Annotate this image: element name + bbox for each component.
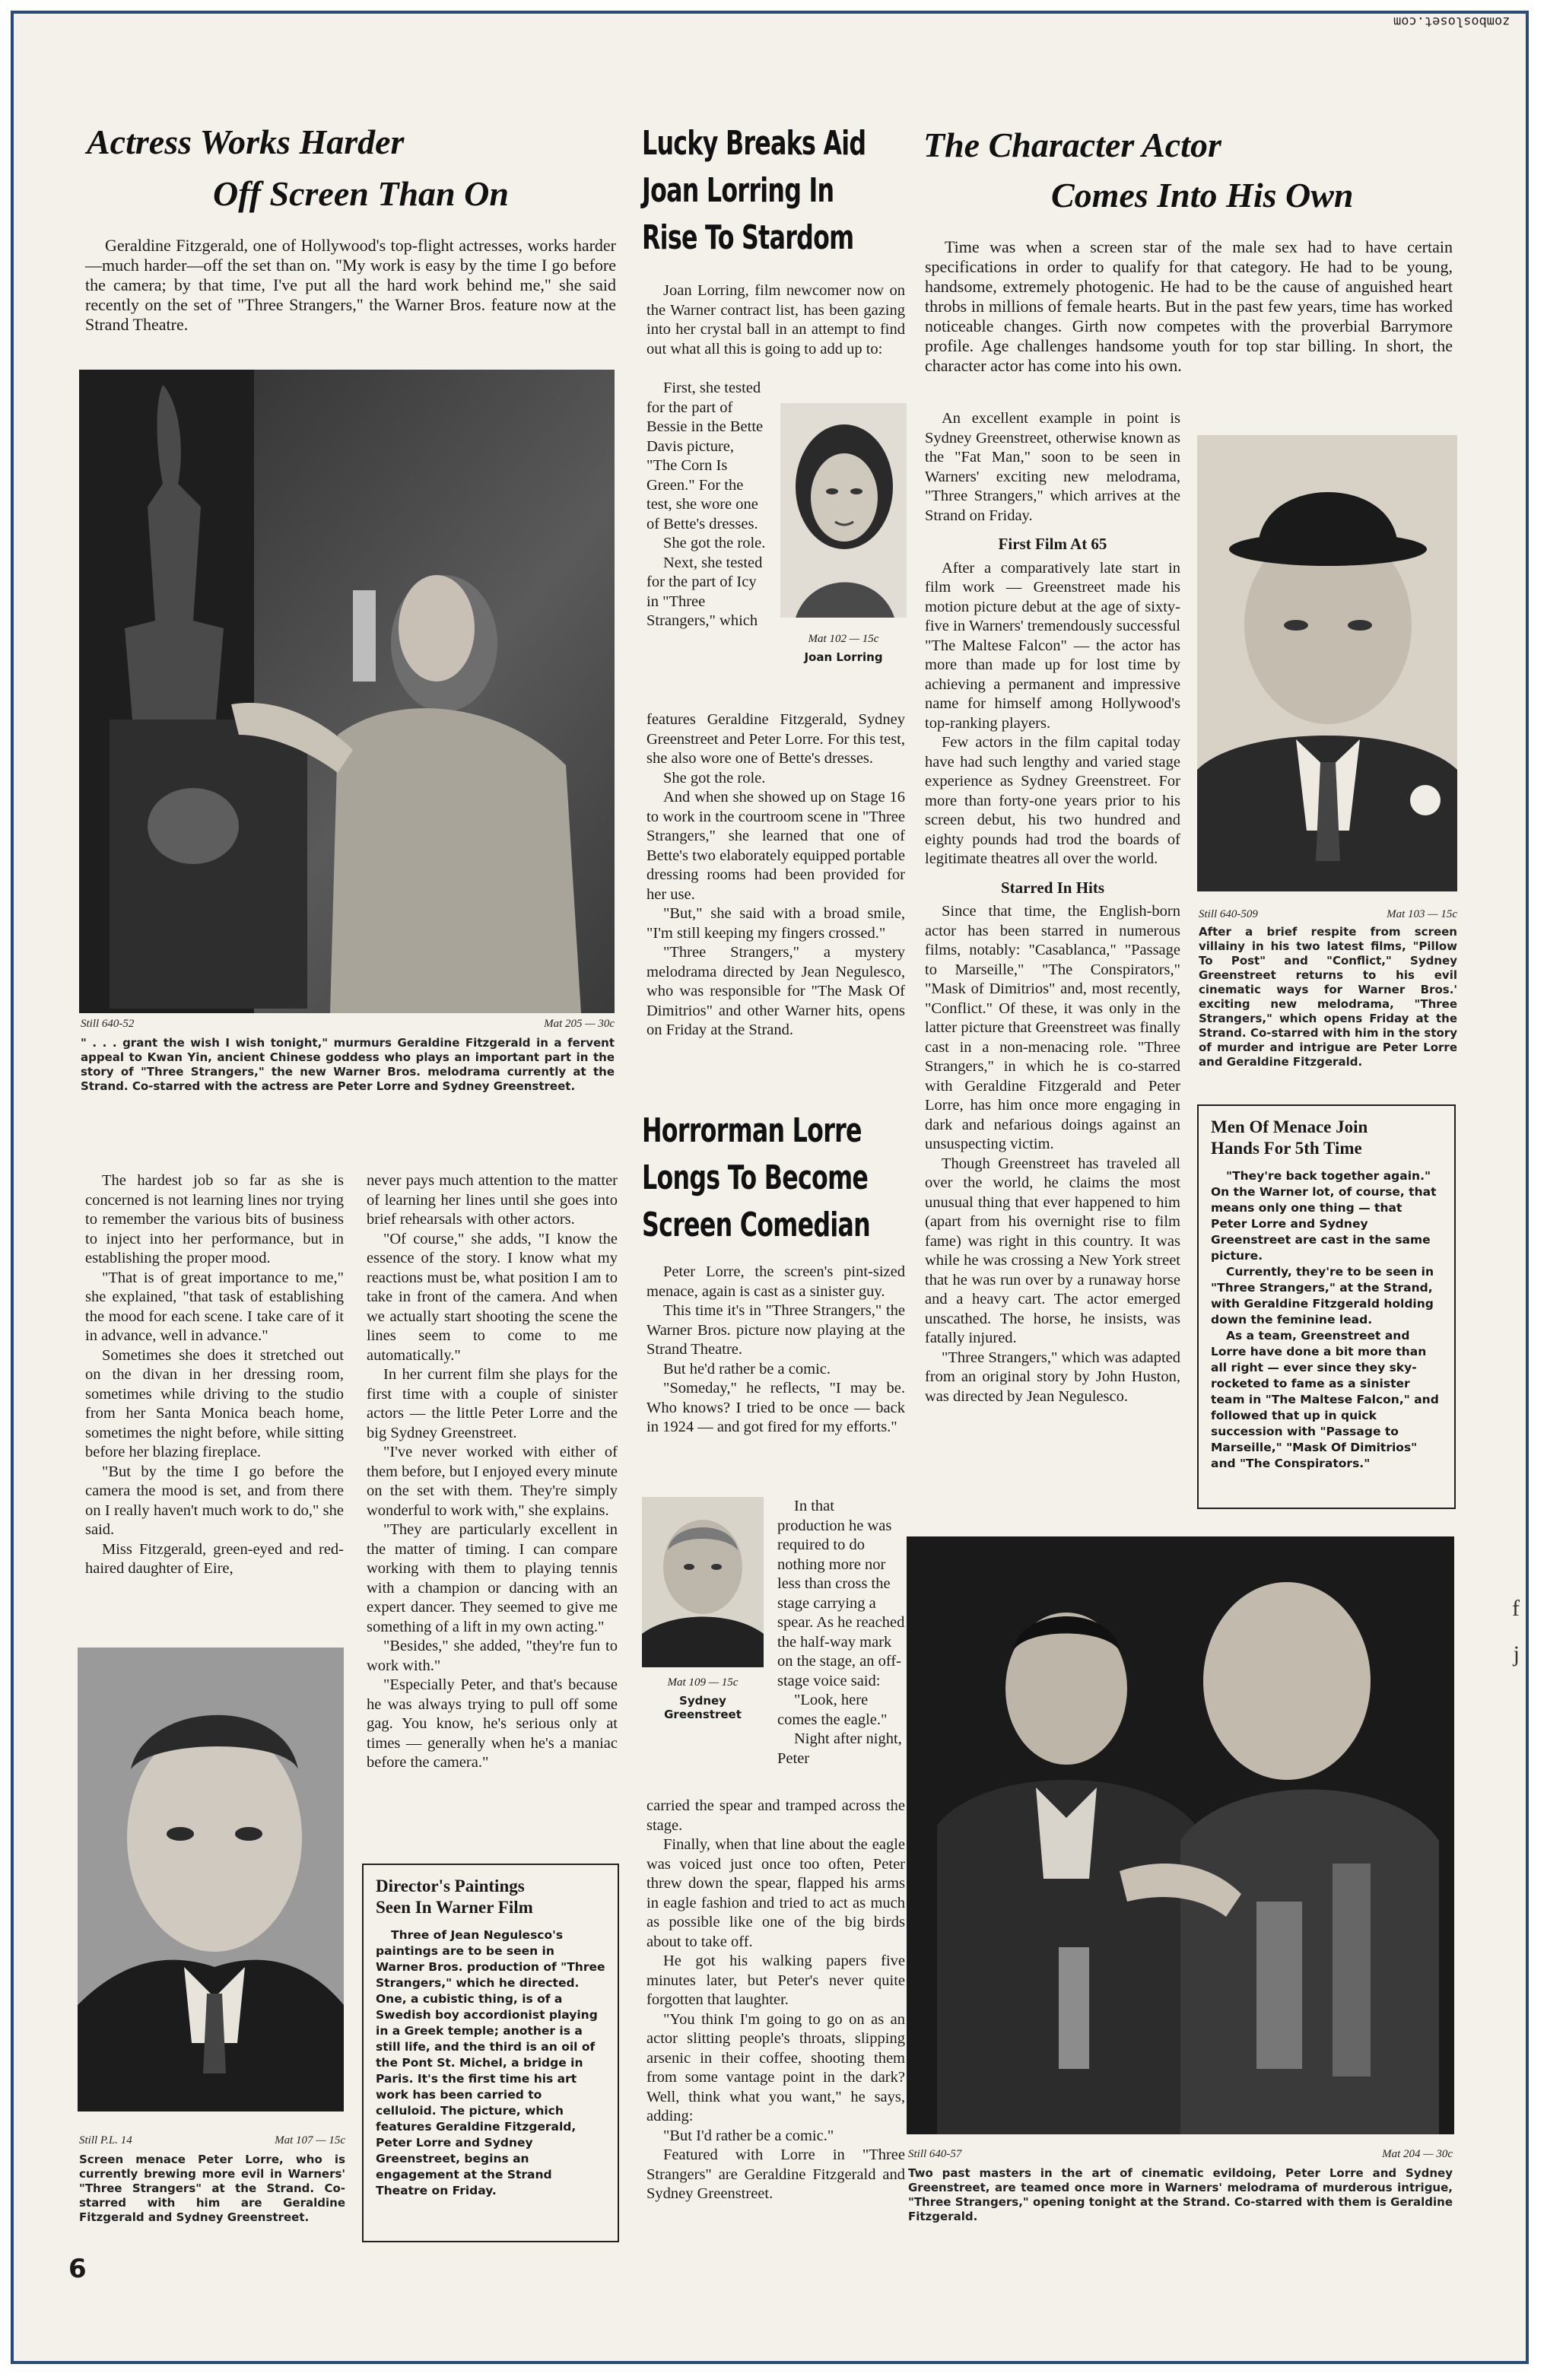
paragraph: Sometimes she does it stretched out on the divan in her dressing room, sometimes while driving to the studio from her Santa Monica beach home, sometimes the night before, while sitting before her blazing fireplace. — [85, 1346, 344, 1460]
photo-greenstreet-bowler — [1197, 435, 1457, 891]
edge-mark: j — [1513, 1641, 1520, 1667]
photo-greenstreet-bowler-meta — [1199, 908, 1457, 921]
sidebar-box-directors-paintings — [362, 1864, 619, 2242]
paragraph: Next, she tested for the part of Icy in "Three Strangers," which — [646, 554, 763, 629]
paragraph: "Especially Peter, and that's because he was always trying to pull off some gag. You know, he's serious only at times — generally when he's a maniac before the camera." — [367, 1676, 618, 1771]
paragraph: He got his walking papers five minutes later, but Peter's never quite forgotten that laughter. — [646, 1953, 905, 2008]
paragraph: In that production he was required to do nothing more nor less than cross the stage carrying a spear. As he reached the half-way mark on the stage, an off-stage voice said: — [777, 1498, 905, 1689]
subhead-first-film: First Film At 65 — [998, 535, 1107, 553]
photo-name-line2: Greenstreet — [664, 1708, 742, 1721]
paragraph: Since that time, the English-born actor has been starred in numerous films, notably: "Casablanca," "Passage to Marseille," "The Conspirators," "Mask of Dimitrios" and, most recently, "Conflict." Of these, it was only in the latter picture that Greenstreet was finally cast in a non-menacing role. "Three Strangers," in which he is co-starred with Geraldine Fitzgerald and Peter Lorre, has him once more engaging in dark and nefarious doings against an unsuspecting victim. — [925, 903, 1180, 1152]
paragraph: features Geraldine Fitzgerald, Sydney Greenstreet and Peter Lorre. For this test, she also wore one of Bette's dresses. — [646, 711, 905, 767]
box-title-line1: Men Of Menace Join — [1211, 1117, 1368, 1136]
paragraph: First, she tested for the part of Bessie in the Bette Davis picture, "The Corn Is Green." For the test, she wore one of Bette's dresses. — [646, 380, 764, 532]
paragraph: "But I'd rather be a comic." — [663, 2127, 834, 2144]
article2-wrap — [646, 379, 767, 631]
mat-number: Mat 103 — 15c — [1387, 908, 1457, 920]
paragraph: "They are particularly excellent in the matter of timing. I can compare working with them to playing tennis with a champion or dancing with an expert dancer. They seemed to give me something of a lift in my own acting." — [367, 1521, 618, 1635]
headline-article1-line2: Off Screen Than On — [213, 174, 509, 213]
article3-wrap — [777, 1497, 905, 1768]
watermark: zombosloset.com — [1393, 14, 1510, 29]
mat-number: Mat 204 — 30c — [1382, 2148, 1453, 2160]
paragraph: Geraldine Fitzgerald, one of Hollywood's top-flight actresses, works harder—much harder—off the set than on. "My work is easy by the time I go before the camera; by that time, I've put all the hard work behind me," she said recently on the set of "Three Strangers," the Warner Bros. feature now at the Strand Theatre. — [85, 236, 616, 334]
photo-lorre-image — [78, 1648, 344, 2111]
subhead-starred-in-hits: Starred In Hits — [1000, 878, 1105, 897]
photo-lorre-greenstreet — [907, 1536, 1454, 2134]
paragraph: "You think I'm going to go on as an actor slitting people's throats, slipping arsenic in their coffee, shooting them from some vantage point in the dark? Well, think what you want," he says, adding: — [646, 2010, 905, 2124]
article1-lead — [85, 236, 616, 335]
photo-greenstreet-small-image — [642, 1497, 764, 1667]
still-number: Still 640-57 — [908, 2148, 962, 2160]
photo-greenstreet-bowler-image — [1197, 435, 1457, 891]
paragraph: "They're back together again." On the Warner lot, of course, that means only one thing — that Peter Lorre and Sydney Greenstreet are cast in the same picture. — [1211, 1169, 1437, 1263]
headline-line: Joan Lorring In — [642, 171, 834, 210]
box-title-line2: Hands For 5th Time — [1211, 1139, 1362, 1158]
paragraph: She got the role. — [663, 535, 766, 551]
photo-lorre-greenstreet-image — [907, 1536, 1454, 2134]
article1-col1 — [85, 1171, 344, 1579]
paragraph: Though Greenstreet has traveled all over the world, he claims the most unusual thing that ever happened to him (apart from his overnight rise to film fame) was right in this country. It was while he was crossing a New York street that he was run over by a runaway horse and a heavy cart. The actor emerged unscathed. The horse, he insists, was fatally injured. — [925, 1155, 1180, 1346]
edge-mark: f — [1512, 1596, 1520, 1621]
mat-number: Mat 102 — 15c — [808, 633, 879, 645]
paragraph: After a comparatively late start in film work — Greenstreet made his motion picture debut at the age of sixty-five in Warners' tremendously successful "The Maltese Falcon" — the actor has more than made up for lost time by achieving a permanent and impressive name for himself among Hollywood's top-ranking players. — [925, 559, 1180, 732]
headline-line: Lucky Breaks Aid — [642, 124, 866, 163]
photo-lorre — [78, 1648, 344, 2111]
photo-joan-lorring-caption — [780, 633, 907, 664]
paragraph: "I've never worked with either of them before, but I enjoyed every minute on the set with them. They're simply wonderful to work with," she explains. — [367, 1444, 618, 1519]
mat-number: Mat 205 — 30c — [544, 1018, 615, 1030]
paragraph: "Look, here comes the eagle." — [777, 1692, 888, 1728]
paragraph: never pays much attention to the matter of learning her lines until she goes into brief rehearsals with other actors. — [367, 1172, 618, 1228]
photo-name-line1: Sydney — [679, 1694, 726, 1708]
headline-article4-line2: Comes Into His Own — [1051, 176, 1354, 214]
paragraph: "But by the time I go before the camera the mood is set, and from there on I really haven't much work to do," she said. — [85, 1463, 344, 1538]
paragraph: Peter Lorre, the screen's pint-sized menace, again is cast as a sinister guy. — [646, 1263, 905, 1300]
headline-article1-line1: Actress Works Harder — [87, 122, 405, 161]
photo-greenstreet-small-caption — [642, 1676, 764, 1721]
still-number: Still 640-52 — [81, 1018, 135, 1030]
mat-number: Mat 107 — 15c — [275, 2134, 345, 2146]
headline-line: Screen Comedian — [642, 1206, 870, 1244]
paragraph: "Besides," she added, "they're fun to work with." — [367, 1638, 618, 1674]
box-body — [1211, 1168, 1442, 1472]
mat-number: Mat 109 — 15c — [667, 1676, 739, 1689]
photo-name: Joan Lorring — [804, 650, 883, 664]
paragraph: Currently, they're to be seen in "Three Strangers," at the Strand, with Geraldine Fitzgerald holding down the feminine lead. — [1211, 1265, 1434, 1327]
article2-top — [646, 281, 905, 359]
press-page — [11, 11, 1529, 2364]
paragraph: Miss Fitzgerald, green-eyed and red-haired daughter of Eire, — [85, 1540, 344, 1577]
headline-line: Horrorman Lorre — [642, 1111, 862, 1150]
paragraph: carried the spear and tramped across the stage. — [646, 1797, 905, 1834]
paragraph: "Three Strangers," which was adapted from an original story by John Huston, was directed by Jean Negulesco. — [925, 1349, 1180, 1405]
photo-lorre-greenstreet-meta — [908, 2148, 1453, 2161]
article4-lead — [925, 237, 1453, 376]
paragraph: Three of Jean Negulesco's paintings are to be seen in Warner Bros. production of "Three Strangers," which he directed. One, a cubistic thing, is of a Swedish boy accordionist playing in a Greek temple; another is a still life, and the third is an oil of the Pont St. Michel, a bridge in Paris. It's the first time his art work has been carried to celluloid. The picture, which features Geraldine Fitzgerald, Peter Lorre and Sydney Greenstreet, begins an engagement at the Strand Theatre on Friday. — [376, 1928, 605, 2197]
paragraph: Joan Lorring, film newcomer now on the Warner contract list, has been gazing into her crystal ball in an attempt to find out what all this is going to add up to: — [646, 282, 905, 357]
paragraph: And when she showed up on Stage 16 to work in the courtroom scene in "Three Strangers," she learned that one of Bette's two elaborately equipped portable dressing rooms had been provided for her use. — [646, 789, 905, 903]
photo-lorre-meta — [79, 2134, 345, 2147]
photo-greenstreet-small — [642, 1497, 764, 1667]
paragraph: In her current film she plays for the first time with a couple of sinister actors — the little Peter Lorre and the big Sydney Greenstreet. — [367, 1366, 618, 1441]
paragraph: The hardest job so far as she is concerned is not learning lines nor trying to remember the various bits of business to inject into her performance, but in establishing the proper mood. — [85, 1172, 344, 1266]
photo-fitzgerald — [79, 370, 615, 1013]
headline-line: Rise To Stardom — [642, 218, 854, 257]
headline-article4-line1: The Character Actor — [923, 126, 1221, 164]
paragraph: Night after night, Peter — [777, 1730, 902, 1767]
headline-article3 — [642, 1107, 959, 1249]
paragraph: An excellent example in point is Sydney Greenstreet, otherwise known as the "Fat Man," soon to be seen in Warners' exciting new melodrama, "Three Strangers," which arrives at the Strand on Friday. — [925, 410, 1180, 524]
paragraph: But he'd rather be a comic. — [663, 1360, 831, 1377]
photo-joan-lorring — [780, 403, 907, 618]
box-title-line2: Seen In Warner Film — [376, 1898, 533, 1917]
paragraph: As a team, Greenstreet and Lorre have done a bit more than all right — ever since they sky-rocketed to fame as a sinister team in "The Maltese Falcon," and followed that up in quick succession with "Passage to Marseille," "Mask Of Dimitrios" and "The Conspirators." — [1211, 1329, 1439, 1470]
article2-bottom — [646, 710, 905, 1041]
photo-fitzgerald-image — [79, 370, 615, 1013]
article1-col2 — [367, 1171, 618, 1773]
box-title — [376, 1876, 605, 1918]
article3-top — [646, 1263, 905, 1438]
paragraph: Few actors in the film capital today have had such lengthy and varied stage experience as Sydney Greenstreet. For more than forty-one years prior to his screen debut, his two hundred and eighty pounds had trod the boards of legitimate theatres all over the world. — [925, 734, 1180, 867]
box-body — [376, 1927, 605, 2199]
box-title-line1: Director's Paintings — [376, 1876, 525, 1895]
paragraph: This time it's in "Three Strangers," the Warner Bros. picture now playing at the Strand Theatre. — [646, 1302, 905, 1358]
photo-fitzgerald-meta — [81, 1018, 615, 1031]
photo-lorre-greenstreet-caption: Two past masters in the art of cinematic evildoing, Peter Lorre and Sydney Greenstreet, are teamed once more in Warners' melodrama of murderous intrigue, "Three Strangers," opening tonight at the Strand. Co-starred with them is Geraldine Fitzgerald. — [908, 2166, 1453, 2223]
still-number: Still P.L. 14 — [79, 2134, 132, 2146]
photo-greenstreet-bowler-caption: After a brief respite from screen villainy in his two latest films, "Pillow To Post" and "Conflict," Sydney Greenstreet returns to his evil cinematic ways for Warner Bros.' exciting new melodrama, "Three Strangers," which opens Friday at the Strand. Co-starred with him in the story of murder and intrigue are Peter Lorre and Geraldine Fitzgerald. — [1199, 925, 1457, 1069]
photo-joan-lorring-image — [780, 403, 907, 618]
photo-fitzgerald-caption: " . . . grant the wish I wish tonight," murmurs Geraldine Fitzgerald in a fervent appeal to Kwan Yin, ancient Chinese goddess who plays an important part in the story of "Three Strangers," the new Warner Bros. melodrama currently at the Strand. Co-starred with the actress are Peter Lorre and Sydney Greenstreet. — [81, 1036, 615, 1093]
paragraph: Time was when a screen star of the male sex had to have certain specifications in order to qualify for that category. He had to be young, handsome, extremely photogenic. He had to be the cause of anguished heart throbs in millions of female hearts. But in the past few years, time has worked noticeable changes. Girth now competes with the proverbial Barrymore profile. Age challenges handsome youth for top star billing. In short, the character actor has come into his own. — [925, 237, 1453, 375]
box-title — [1211, 1117, 1442, 1159]
still-number: Still 640-509 — [1199, 908, 1258, 920]
paragraph: Featured with Lorre in "Three Strangers" are Geraldine Fitzgerald and Sydney Greenstreet. — [646, 2146, 905, 2202]
page-number: 6 — [68, 2254, 87, 2284]
photo-lorre-caption: Screen menace Peter Lorre, who is currently brewing more evil in Warners' "Three Strangers" at the Strand. Co-starred with him are Geraldine Fitzgerald and Sydney Greenstreet. — [79, 2153, 345, 2224]
paragraph: "That is of great importance to me," she explained, "that task of establishing the mood for each scene. I take care of it in advance, well in advance." — [85, 1269, 344, 1344]
headline-line: Longs To Become — [642, 1158, 869, 1197]
paragraph: She got the role. — [663, 769, 766, 786]
paragraph: "Someday," he reflects, "I may be. Who knows? I tried to be once — back in 1924 — and got fired for my efforts." — [646, 1380, 905, 1435]
headline-article2 — [642, 120, 953, 262]
paragraph: "Three Strangers," a mystery melodrama directed by Jean Negulesco, who was responsible for "The Mask Of Dimitrios" and other Warner hits, opens on Friday at the Strand. — [646, 944, 905, 1038]
paragraph: "Of course," she adds, "I know the essence of the story. I know what my reactions must be, what position I am to take in front of the camera. And when we actually start shooting the scene the lines seem to come to me automatically." — [367, 1230, 618, 1364]
article4-col — [925, 409, 1180, 1406]
sidebar-box-men-of-menace — [1197, 1104, 1456, 1509]
paragraph: "But," she said with a broad smile, "I'm still keeping my fingers crossed." — [646, 905, 905, 942]
paragraph: Finally, when that line about the eagle was voiced just once too often, Peter threw down the spear, flapped his arms in eagle fashion and tried to act as much as possible like one of the big birds about to take off. — [646, 1836, 905, 1950]
article3-bottom — [646, 1797, 905, 2204]
